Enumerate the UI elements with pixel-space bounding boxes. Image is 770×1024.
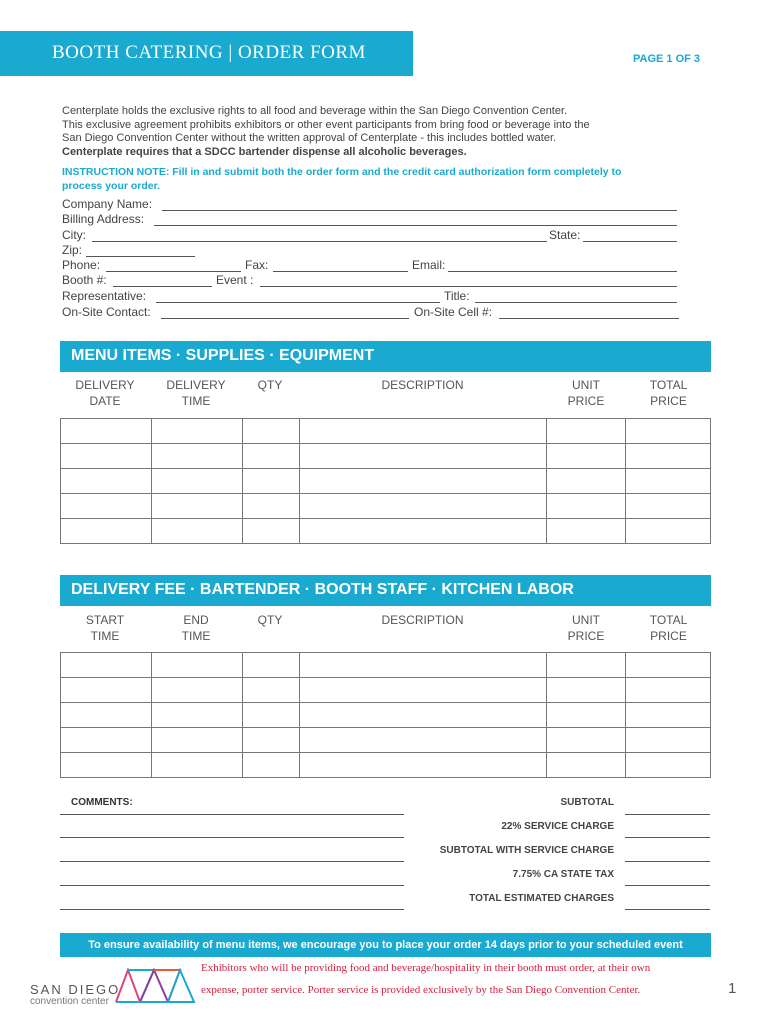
col-text: PRICE [650, 629, 687, 643]
table-cell[interactable] [547, 519, 626, 544]
table-row [61, 469, 711, 494]
col-text: PRICE [567, 394, 605, 408]
table-cell[interactable] [61, 703, 152, 728]
col-description: DESCRIPTION [381, 378, 464, 392]
menu-items-table [60, 418, 711, 544]
state-field[interactable] [583, 241, 677, 242]
city-field[interactable] [92, 241, 547, 242]
billing-address-label: Billing Address: [62, 212, 145, 226]
email-label: Email: [412, 258, 446, 272]
table-cell[interactable] [299, 728, 547, 753]
comments-line[interactable] [60, 885, 404, 886]
table-row [61, 419, 711, 444]
zip-field[interactable] [86, 256, 195, 257]
subtotal-service-label: SUBTOTAL WITH SERVICE CHARGE [439, 845, 614, 856]
billing-address-field[interactable] [154, 225, 677, 226]
col-delivery-time [151, 377, 241, 409]
table-cell[interactable] [242, 703, 299, 728]
instruction-line: INSTRUCTION NOTE: Fill in and submit both the order form and the credit card authorization form completely to [62, 166, 622, 178]
event-field[interactable] [260, 286, 677, 287]
onsite-cell-field[interactable] [499, 318, 679, 319]
col-text: TIME [181, 629, 211, 643]
section-delivery-fee-header [60, 575, 711, 606]
table-cell[interactable] [151, 494, 242, 519]
col-unit-price [547, 377, 625, 409]
table-cell[interactable] [61, 653, 152, 678]
col-text: END [183, 613, 209, 627]
col-text: PRICE [650, 394, 687, 408]
table-cell[interactable] [299, 469, 547, 494]
table-row [61, 519, 711, 544]
table-cell[interactable] [242, 494, 299, 519]
table-cell[interactable] [151, 519, 242, 544]
table-cell[interactable] [626, 444, 711, 469]
onsite-contact-field[interactable] [161, 318, 409, 319]
table-cell[interactable] [61, 444, 152, 469]
onsite-contact-label: On-Site Contact: [62, 305, 151, 319]
zip-label: Zip: [62, 243, 83, 257]
table-cell[interactable] [61, 678, 152, 703]
col-unit-price [547, 612, 625, 644]
page-label: PAGE 1 OF 3 [633, 53, 701, 65]
representative-label: Representative: [62, 289, 147, 303]
intro-text [62, 105, 682, 159]
title-label: Title: [444, 289, 470, 303]
table-cell[interactable] [299, 494, 547, 519]
intro-line: San Diego Convention Center without the written approval of Centerplate - this includes bottled water. [62, 132, 557, 144]
table-cell[interactable] [151, 419, 242, 444]
table-row [61, 653, 711, 678]
title-field[interactable] [475, 302, 677, 303]
table-cell[interactable] [299, 419, 547, 444]
table-cell[interactable] [242, 444, 299, 469]
instruction-line: process your order. [62, 179, 161, 192]
table-cell[interactable] [299, 678, 547, 703]
table-cell[interactable] [547, 444, 626, 469]
comments-label: COMMENTS: [71, 797, 133, 808]
intro-line: This exclusive agreement prohibits exhibitors or other event participants from bring food or beverage into the [62, 118, 590, 131]
table-cell[interactable] [547, 703, 626, 728]
col-text: START [85, 613, 125, 627]
table-row [61, 728, 711, 753]
col-end-time [151, 612, 241, 644]
col-text: DELIVERY [166, 378, 226, 392]
table-cell[interactable] [61, 469, 152, 494]
service-charge-label: 22% SERVICE CHARGE [501, 821, 614, 832]
page-number: 1 [728, 980, 737, 997]
table-row [61, 703, 711, 728]
col-qty: QTY [257, 378, 283, 392]
phone-label: Phone: [62, 258, 101, 272]
instruction-note [62, 166, 682, 193]
table-cell[interactable] [151, 728, 242, 753]
table-cell[interactable] [151, 703, 242, 728]
booth-label: Booth #: [62, 273, 107, 287]
sdcc-logo-text: SAN DIEGO [30, 982, 121, 997]
table-cell[interactable] [242, 728, 299, 753]
table-cell[interactable] [626, 419, 711, 444]
intro-line-bold: Centerplate requires that a SDCC bartender dispense all alcoholic beverages. [62, 145, 467, 158]
col-text: DATE [89, 394, 121, 408]
table-cell[interactable] [61, 494, 152, 519]
table-cell[interactable] [299, 519, 547, 544]
table-cell[interactable] [299, 703, 547, 728]
table-cell[interactable] [547, 469, 626, 494]
table-cell[interactable] [547, 728, 626, 753]
table-cell[interactable] [626, 653, 711, 678]
phone-field[interactable] [106, 271, 241, 272]
representative-field[interactable] [156, 302, 440, 303]
col-text: PRICE [567, 629, 605, 643]
table-cell[interactable] [242, 469, 299, 494]
col-text: TIME [181, 394, 211, 408]
col-start-time [60, 612, 150, 644]
table-cell[interactable] [299, 444, 547, 469]
subtotal-field[interactable] [625, 814, 710, 815]
col-qty: QTY [257, 613, 283, 627]
table-cell[interactable] [151, 444, 242, 469]
table-cell[interactable] [626, 678, 711, 703]
service-charge-field[interactable] [625, 837, 710, 838]
fax-label: Fax: [245, 258, 269, 272]
city-label: City: [62, 228, 86, 242]
table-row [61, 494, 711, 519]
table-row [61, 444, 711, 469]
table-cell[interactable] [299, 753, 547, 778]
table-cell[interactable] [626, 519, 711, 544]
state-label: State: [549, 228, 581, 242]
table-cell[interactable] [242, 519, 299, 544]
order-timing-note: To ensure availability of menu items, we encourage you to place your order 14 days prior to your scheduled event [60, 933, 711, 957]
table-cell[interactable] [547, 494, 626, 519]
col-text: TIME [90, 629, 120, 643]
table-cell[interactable] [151, 469, 242, 494]
table-cell[interactable] [626, 753, 711, 778]
table-cell[interactable] [547, 653, 626, 678]
porter-note-line: Exhibitors who will be providing food and beverage/hospitality in their booth must order, at their own [201, 962, 651, 974]
table-cell[interactable] [547, 753, 626, 778]
table-cell[interactable] [151, 678, 242, 703]
col-text: UNIT [572, 378, 600, 392]
event-label: Event : [216, 273, 254, 287]
table-cell[interactable] [151, 753, 242, 778]
state-tax-field[interactable] [625, 885, 710, 886]
col-text: TOTAL [649, 613, 688, 627]
col-text: TOTAL [649, 378, 688, 392]
labor-table [60, 652, 711, 778]
company-name-label: Company Name: [62, 197, 153, 211]
comments-line[interactable] [60, 837, 404, 838]
col-description: DESCRIPTION [381, 613, 464, 627]
subtotal-service-field[interactable] [625, 861, 710, 862]
table-cell[interactable] [61, 519, 152, 544]
table-cell[interactable] [242, 753, 299, 778]
table-cell[interactable] [242, 653, 299, 678]
table-cell[interactable] [61, 419, 152, 444]
table-cell[interactable] [61, 753, 152, 778]
intro-line: Centerplate holds the exclusive rights to all food and beverage within the San Diego Convention Center. [62, 105, 568, 117]
company-name-field[interactable] [162, 210, 677, 211]
table-cell[interactable] [626, 469, 711, 494]
booth-field[interactable] [113, 286, 212, 287]
comments-line[interactable] [60, 814, 404, 815]
fax-field[interactable] [273, 271, 408, 272]
subtotal-label: SUBTOTAL [560, 797, 614, 808]
section-menu-items-header [60, 341, 711, 372]
total-charges-label: TOTAL ESTIMATED CHARGES [469, 893, 614, 904]
form-title-banner [0, 31, 413, 76]
table-row [61, 753, 711, 778]
col-total-price [626, 377, 711, 409]
table-cell[interactable] [61, 728, 152, 753]
email-field[interactable] [448, 271, 677, 272]
table-cell[interactable] [626, 703, 711, 728]
section-title: DELIVERY FEE · BARTENDER · BOOTH STAFF · KITCHEN LABOR [71, 581, 574, 598]
table-cell[interactable] [299, 653, 547, 678]
sdcc-logo-icon [114, 964, 196, 1004]
comments-line[interactable] [60, 861, 404, 862]
table-row [61, 678, 711, 703]
comments-line[interactable] [60, 909, 404, 910]
onsite-cell-label: On-Site Cell #: [414, 305, 493, 319]
col-text: UNIT [572, 613, 600, 627]
table-cell[interactable] [547, 678, 626, 703]
table-cell[interactable] [242, 419, 299, 444]
porter-note-line: expense, porter service. Porter service is provided exclusively by the San Diego Convention Center. [201, 984, 641, 996]
col-total-price [626, 612, 711, 644]
table-cell[interactable] [626, 728, 711, 753]
form-title: BOOTH CATERING | ORDER FORM [52, 42, 366, 63]
table-cell[interactable] [547, 419, 626, 444]
total-charges-field[interactable] [625, 909, 710, 910]
table-cell[interactable] [626, 494, 711, 519]
col-text: DELIVERY [75, 378, 135, 392]
col-delivery-date [60, 377, 150, 409]
state-tax-label: 7.75% CA STATE TAX [512, 869, 614, 880]
table-cell[interactable] [242, 678, 299, 703]
sdcc-logo-subtext: convention center [30, 996, 109, 1007]
section-title: MENU ITEMS · SUPPLIES · EQUIPMENT [71, 347, 375, 364]
table-cell[interactable] [151, 653, 242, 678]
